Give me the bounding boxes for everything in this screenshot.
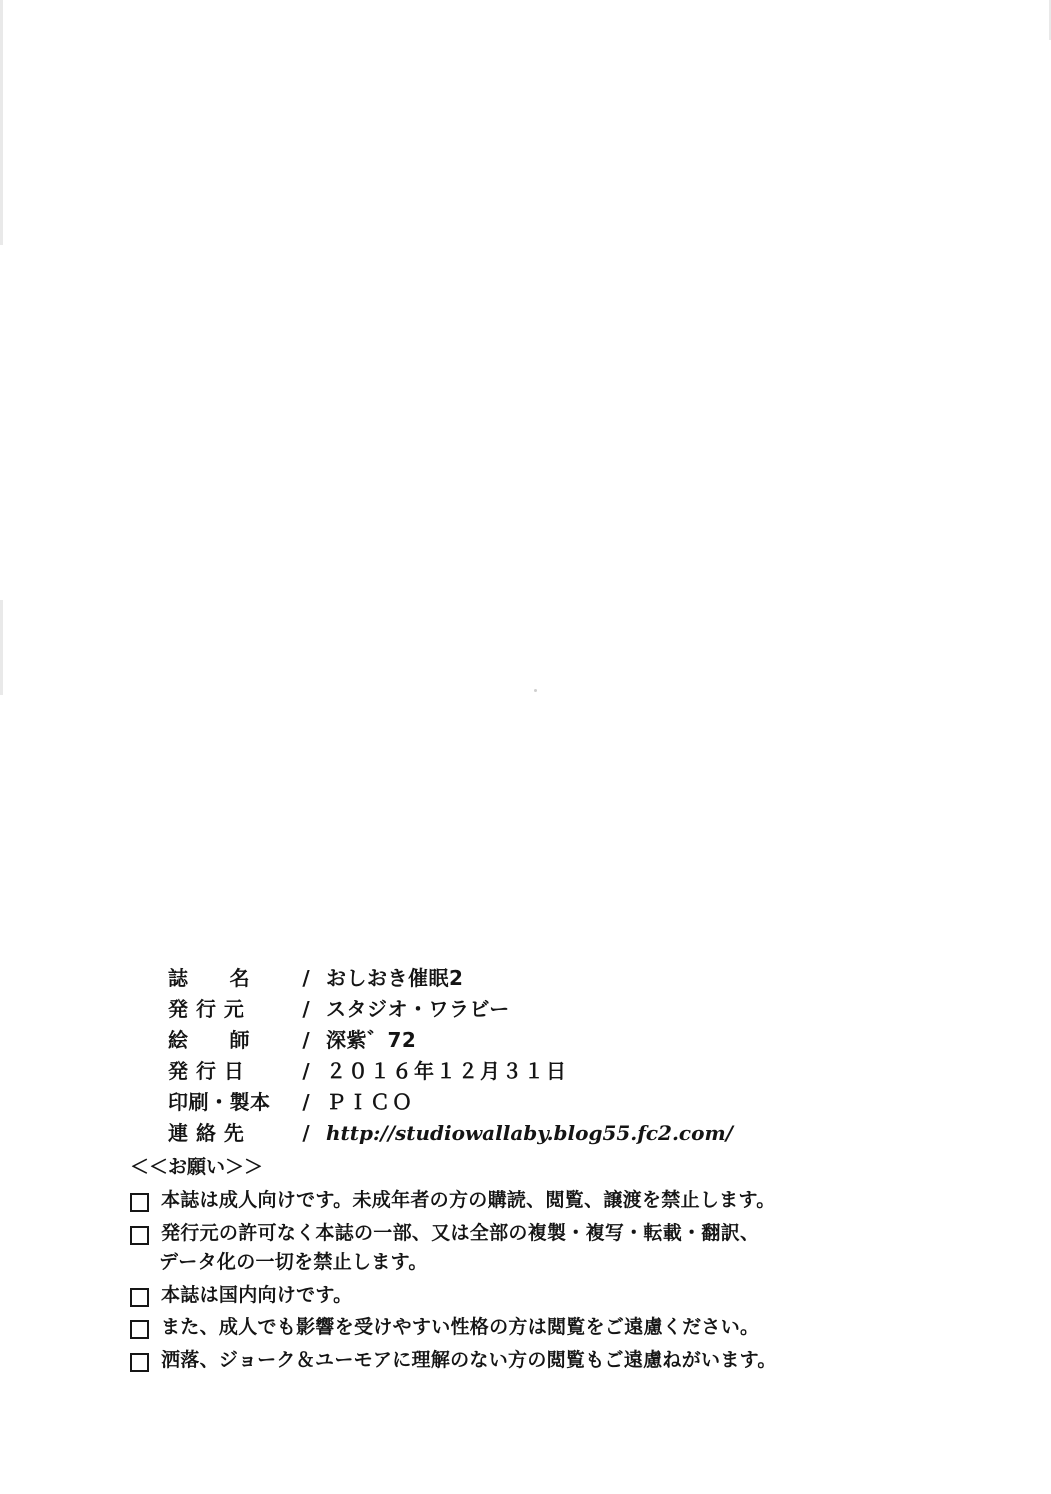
colophon-value-contact-url[interactable]: http://studiowallaby.blog55.fc2.com/ <box>326 1121 733 1145</box>
colophon-separator: / <box>302 966 310 990</box>
colophon-label: 誌 名 <box>168 966 250 990</box>
checkbox-icon <box>130 1288 149 1307</box>
notice-item-text: 発行元の許可なく本誌の一部、又は全部の複製・複写・転載・翻訳、 <box>161 1221 760 1244</box>
colophon-row <box>168 1086 928 1117</box>
scan-dust-speck <box>534 689 537 692</box>
colophon-separator: / <box>302 997 310 1021</box>
notice-list-item <box>130 1187 940 1215</box>
colophon-value-date: ２０１６年１２月３１日 <box>326 1059 568 1083</box>
colophon-row <box>168 1055 928 1086</box>
notice-title: ＜＜お願い＞＞ <box>130 1156 264 1178</box>
colophon-block <box>168 962 928 1148</box>
colophon-value-printer: ＰＩＣＯ <box>326 1090 414 1114</box>
checkbox-icon <box>130 1193 149 1212</box>
notice-list-item <box>130 1282 940 1310</box>
colophon-separator: / <box>302 1059 310 1083</box>
notice-item-text: 洒落、ジョーク＆ユーモアに理解のない方の閲覧もご遠慮ねがいます。 <box>161 1348 777 1371</box>
checkbox-icon <box>130 1226 149 1245</box>
notice-list-item <box>130 1220 940 1248</box>
colophon-value-title: おしおき催眠2 <box>326 966 464 990</box>
colophon-label: 絵 師 <box>168 1028 250 1052</box>
colophon-row <box>168 993 928 1024</box>
notice-item-continuation: データ化の一切を禁止します。 <box>159 1251 428 1274</box>
colophon-separator: / <box>302 1090 310 1114</box>
colophon-label: 連 絡 先 <box>168 1121 245 1145</box>
checkbox-icon <box>130 1353 149 1372</box>
notice-item-text: 本誌は成人向けです。未成年者の方の購読、閲覧、譲渡を禁止します。 <box>161 1189 776 1211</box>
colophon-row <box>168 1117 928 1148</box>
colophon-value-artist: 深紫゛72 <box>326 1028 417 1052</box>
page-edge-mark-left-top <box>0 0 3 245</box>
notice-item-text: 本誌は国内向けです。 <box>161 1283 353 1306</box>
colophon-label: 発 行 日 <box>168 1059 245 1083</box>
checkbox-icon <box>130 1320 149 1339</box>
colophon-row <box>168 1024 928 1055</box>
notice-item-text: また、成人でも影響を受けやすい性格の方は閲覧をご遠慮ください。 <box>161 1316 760 1339</box>
notice-list-item <box>130 1314 940 1342</box>
notice-list-item <box>130 1347 940 1375</box>
notice-block <box>130 1152 940 1379</box>
colophon-value-publisher: スタジオ・ワラビー <box>326 997 510 1021</box>
colophon-row <box>168 962 928 993</box>
colophon-separator: / <box>302 1028 310 1052</box>
colophon-separator: / <box>302 1121 310 1145</box>
colophon-label: 印刷・製本 <box>168 1090 271 1114</box>
colophon-label: 発 行 元 <box>168 997 245 1021</box>
page-edge-mark-left-middle <box>0 600 3 695</box>
